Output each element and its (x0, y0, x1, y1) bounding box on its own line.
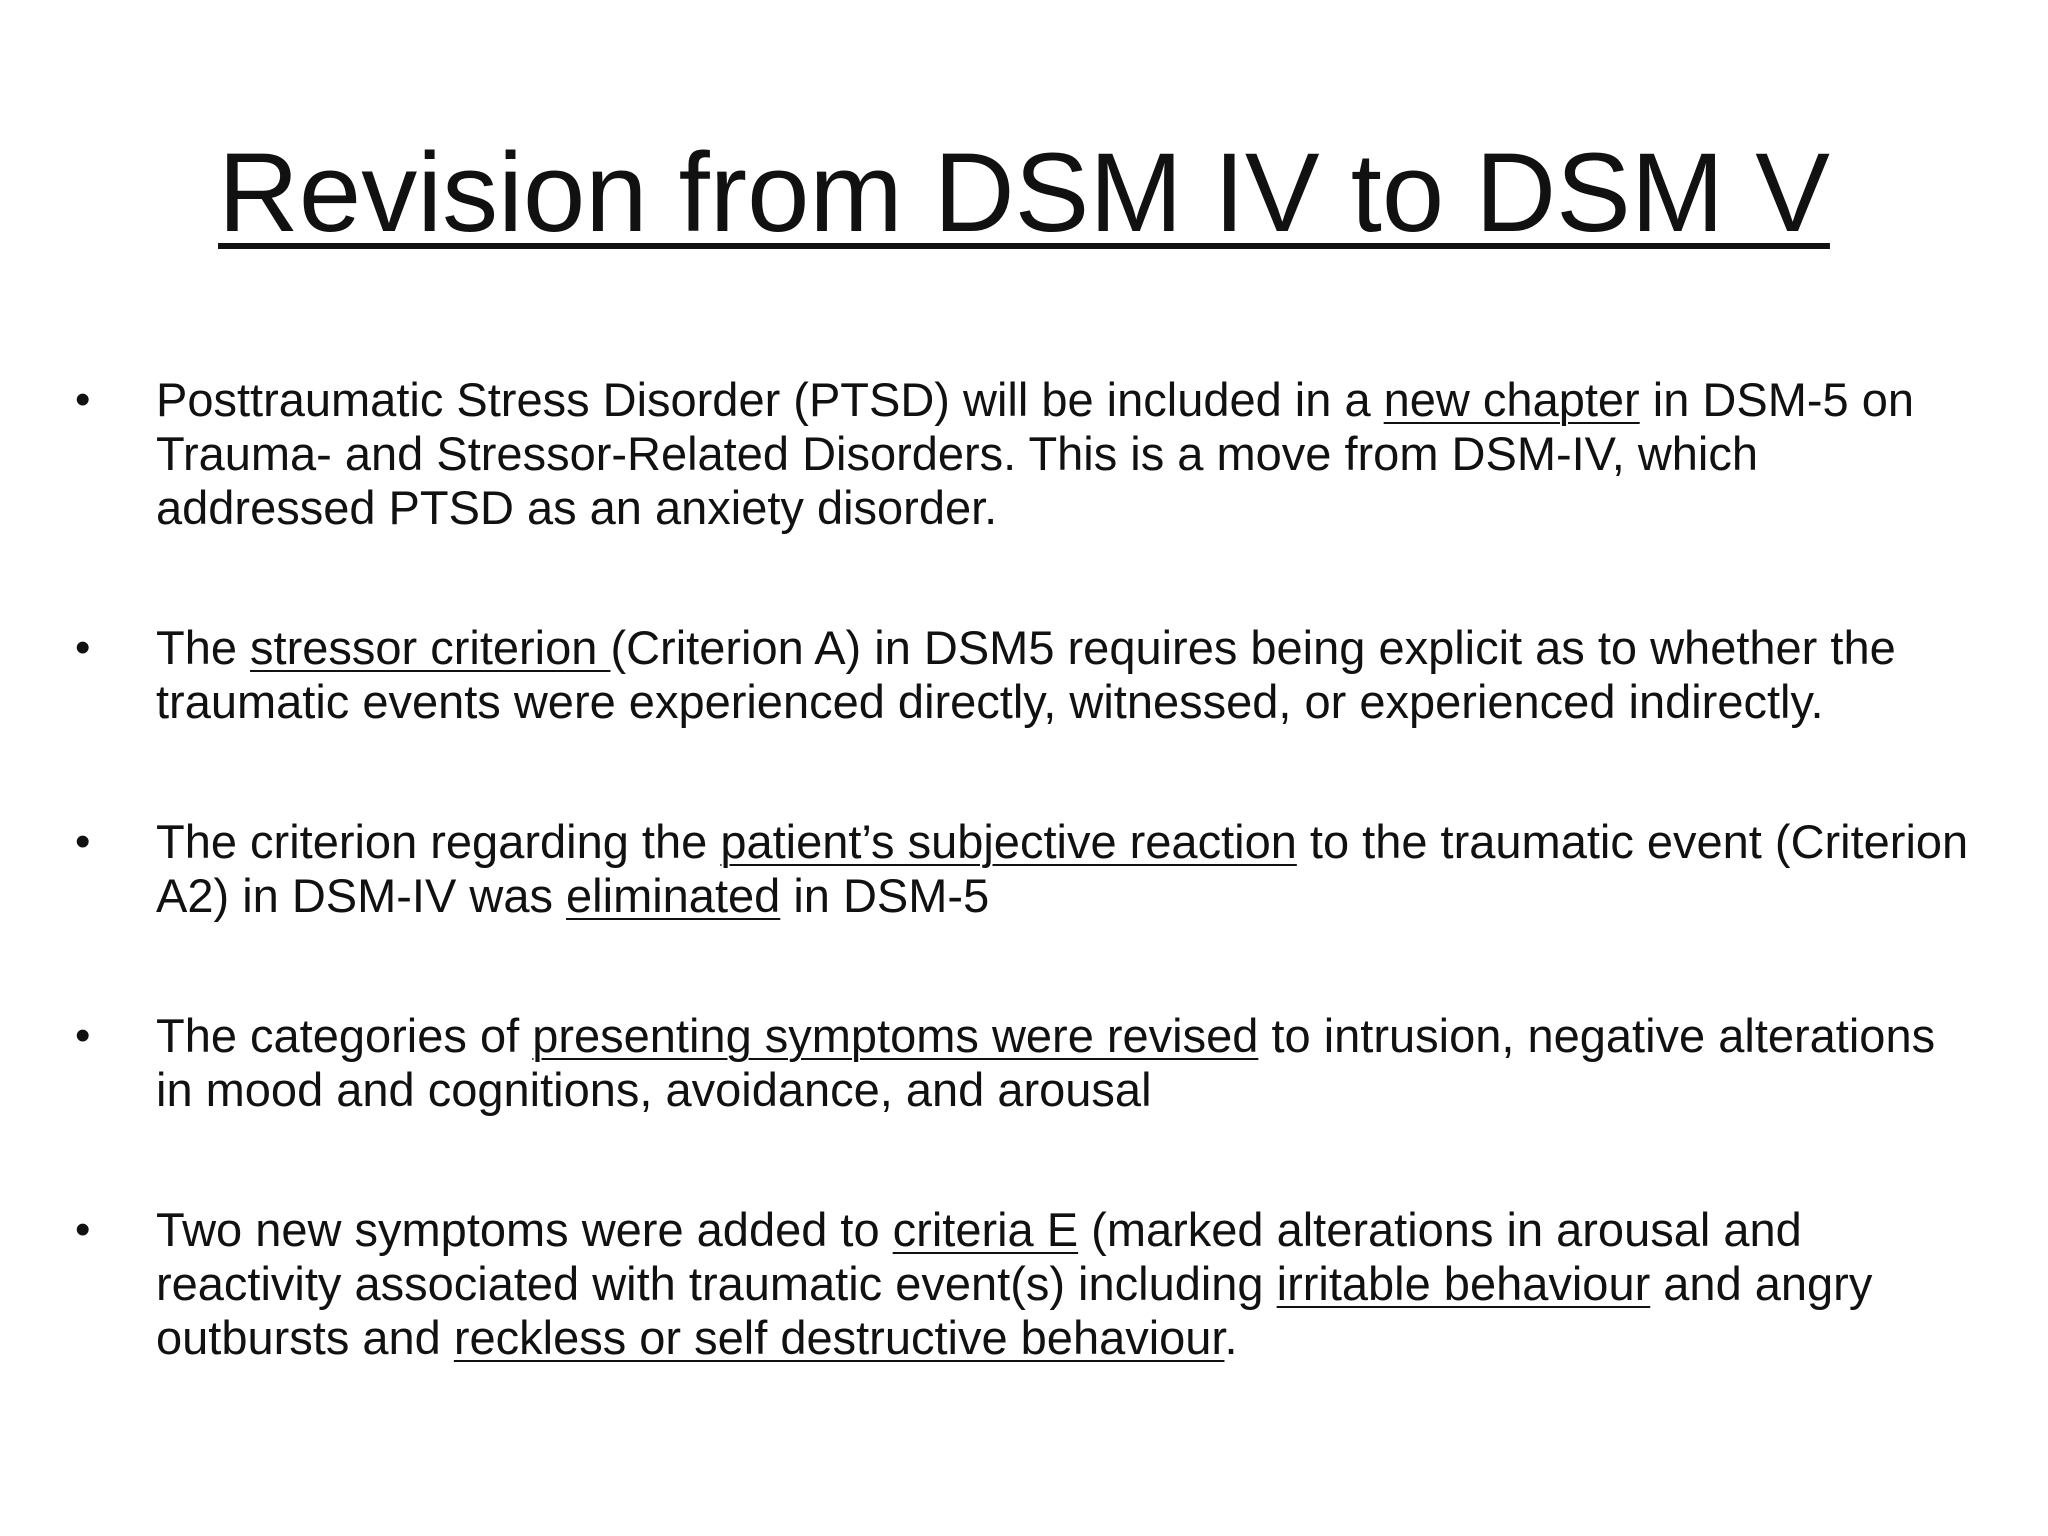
bullet-3-text-mid: to the traumatic event (Criterion A2) in DSM-IV was (156, 815, 1969, 922)
bullet-5-text: Two new symptoms were added to (156, 1203, 893, 1256)
bullet-2-text: The (156, 621, 251, 674)
bullet-item-1 (75, 373, 1975, 535)
bullet-icon: • (75, 1205, 91, 1254)
bullet-4-underlined-presenting-symptoms: presenting symptoms were revised (532, 1009, 1259, 1062)
bullet-5-text-mid-2: and angry outbursts and (156, 1257, 1873, 1364)
bullet-item-4 (75, 1009, 1975, 1117)
bullet-5-text-mid: (marked alterations in arousal and reactivity associated with traumatic event(s) including (156, 1203, 1802, 1310)
bullet-1-underlined-new-chapter: new chapter (1383, 373, 1640, 426)
bullet-item-3 (75, 815, 1975, 923)
bullet-item-2 (75, 621, 1975, 729)
bullet-3-underlined-eliminated: eliminated (566, 869, 781, 922)
bullet-4-text: The categories of (156, 1009, 533, 1062)
bullet-3-underlined-subjective-reaction: patient’s subjective reaction (720, 815, 1297, 868)
bullet-5-underlined-criteria-e: criteria E (892, 1203, 1079, 1256)
bullet-2-underlined-stressor-criterion: stressor criterion (250, 621, 611, 674)
bullet-icon: • (75, 817, 91, 866)
bullet-5-underlined-irritable-behaviour: irritable behaviour (1276, 1257, 1651, 1310)
bullet-3-text: The criterion regarding the (156, 815, 721, 868)
slide-title (0, 128, 2048, 258)
bullet-item-5 (75, 1203, 1975, 1365)
bullet-1-text-end: in DSM-5 on Trauma- and Stressor-Related Disorders. This is a move from DSM-IV, which addressed PTSD as an anxiety disorder. (156, 373, 1914, 534)
bullet-icon: • (75, 623, 91, 672)
bullet-1-text: Posttraumatic Stress Disorder (PTSD) will be included in a (156, 373, 1384, 426)
bullet-list (75, 373, 1975, 1365)
bullet-3-text-end: in DSM-5 (780, 869, 990, 922)
slide-title-text: Revision from DSM IV to DSM V (218, 130, 1830, 255)
bullet-icon: • (75, 1011, 91, 1060)
bullet-4-text-end: to intrusion, negative alterations in mood and cognitions, avoidance, and arousal (156, 1009, 1936, 1116)
bullet-icon: • (75, 375, 91, 424)
bullet-5-underlined-reckless-behaviour: reckless or self destructive behaviour (453, 1311, 1225, 1364)
bullet-2-text-end: (Criterion A) in DSM5 requires being explicit as to whether the traumatic events were experienced directly, witnessed, or experienced indirectly. (156, 621, 1896, 728)
bullet-5-text-end: . (1224, 1311, 1238, 1364)
